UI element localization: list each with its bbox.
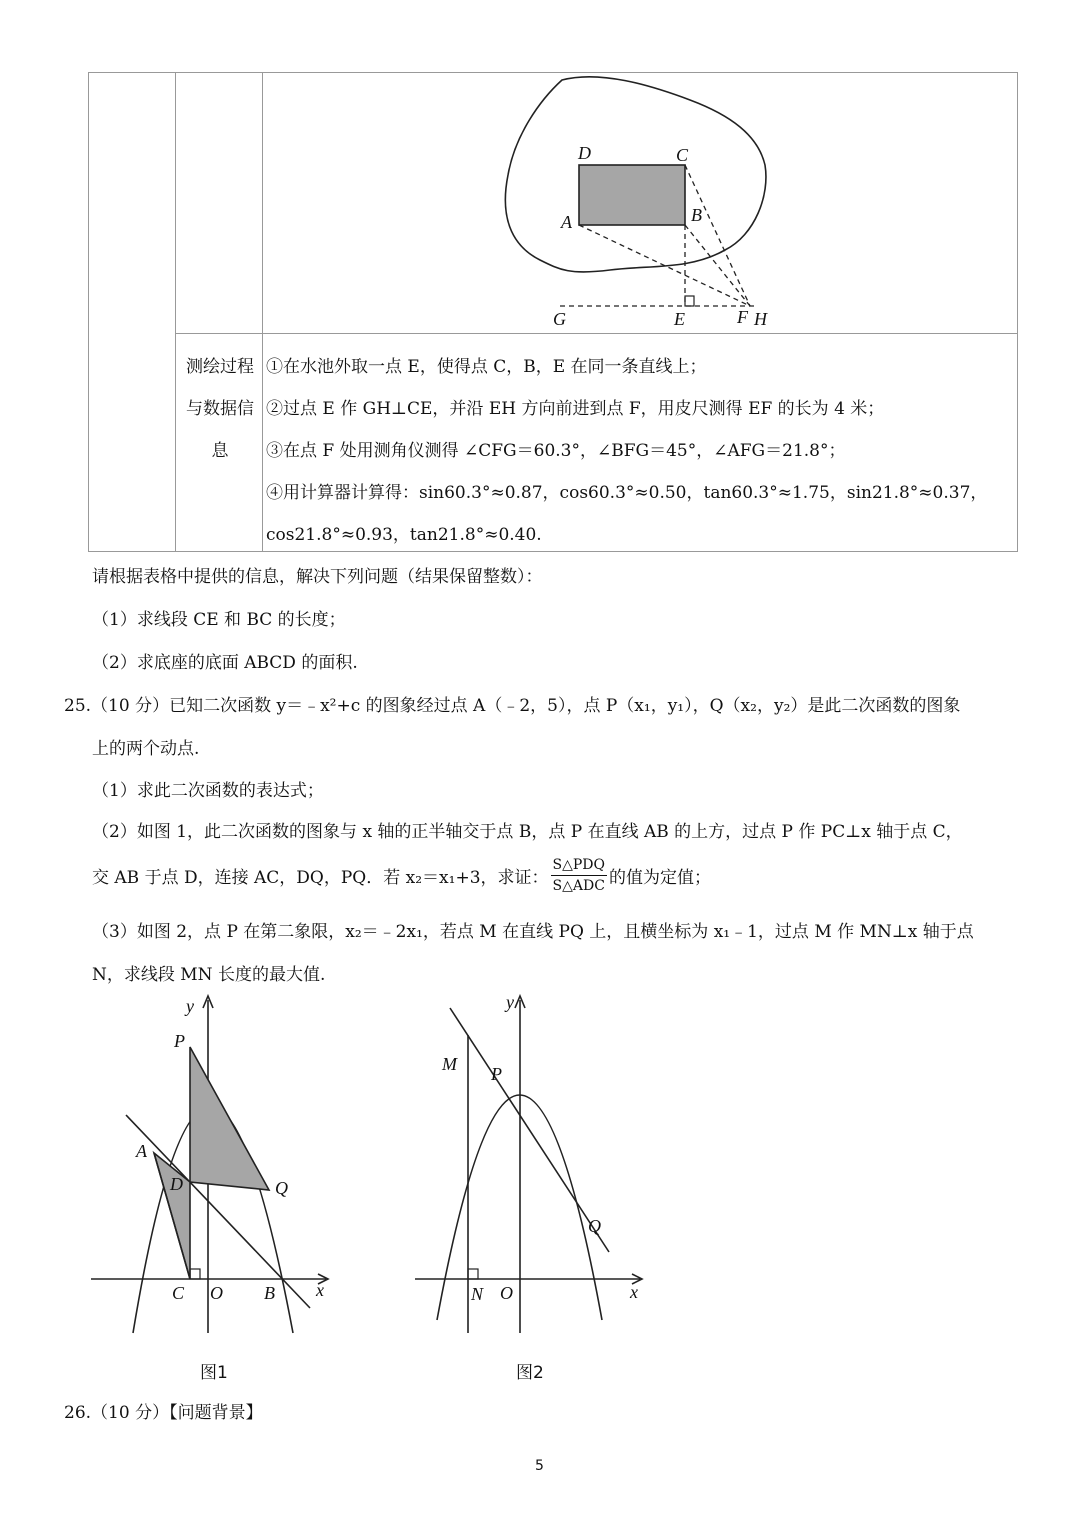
q25-part2a: （2）如图 1，此二次函数的图象与 x 轴的正半轴交于点 B，点 P 在直线 AB 的上方，过点 P 作 PC⊥x 轴于点 C，	[92, 822, 963, 842]
fig2-label-P: P	[491, 1064, 502, 1084]
q24-part1: （1）求线段 CE 和 BC 的长度；	[92, 610, 346, 630]
q25-part1: （1）求此二次函数的表达式；	[92, 781, 324, 801]
page-number: 5	[535, 1458, 544, 1474]
q25-part3b: N，求线段 MN 长度的最大值.	[92, 965, 326, 985]
steps-list	[266, 346, 987, 556]
fig1-label-B: B	[264, 1283, 275, 1303]
label-F: F	[737, 307, 748, 327]
step-2: ②过点 E 作 GH⊥CE，并沿 EH 方向前进到点 F，用皮尺测得 EF 的长为 4 米；	[266, 399, 885, 419]
figure-2-caption: 图2	[516, 1363, 544, 1383]
label-B: B	[691, 205, 702, 225]
label-A: A	[561, 212, 572, 232]
fig1-label-Q: Q	[275, 1178, 288, 1198]
q24-intro: 请根据表格中提供的信息，解决下列问题（结果保留整数）：	[92, 567, 543, 587]
fig2-label-Q: Q	[588, 1216, 601, 1236]
fig2-label-O: O	[500, 1283, 513, 1303]
base-rect-ABCD	[579, 165, 685, 225]
fraction-denominator: S△ADC	[552, 878, 605, 894]
q25-line2: 上的两个动点.	[92, 739, 200, 759]
q24-part2: （2）求底座的底面 ABCD 的面积.	[92, 653, 358, 673]
label-C: C	[676, 145, 689, 165]
figure-2	[412, 990, 652, 1335]
step-4-cont: cos21.8°≈0.93，tan21.8°≈0.40.	[266, 525, 542, 545]
fig1-label-D: D	[170, 1174, 183, 1194]
q25-line1: 25.（10 分）已知二次函数 y＝﹣x²+c 的图象经过点 A（﹣2，5），点 P（x₁，y₁），Q（x₂，y₂）是此二次函数的图象	[64, 696, 961, 716]
fig1-label-A: A	[136, 1141, 147, 1161]
step-4: ④用计算器计算得：sin60.3°≈0.87，cos60.3°≈0.50，tan60.3°≈1.75，sin21.8°≈0.37，	[266, 483, 988, 503]
q25-part3a: （3）如图 2，点 P 在第二象限，x₂＝﹣2x₁，若点 M 在直线 PQ 上，且横坐标为 x₁﹣1，过点 M 作 MN⊥x 轴于点	[92, 922, 974, 942]
q26-title: 26.（10 分）【问题背景】	[64, 1403, 263, 1423]
fig2-label-N: N	[471, 1284, 484, 1304]
row-label-line: 息	[211, 441, 229, 461]
fig1-label-C: C	[172, 1283, 185, 1303]
ratio-fraction	[551, 855, 607, 896]
fig2-label-y: y	[506, 992, 514, 1012]
figure-1	[88, 990, 338, 1335]
fig1-label-x: x	[316, 1280, 324, 1300]
q25-part2b-pre: 交 AB 于点 D，连接 AC，DQ，PQ．若 x₂＝x₁+3，求证：	[92, 868, 549, 888]
fraction-numerator: S△PDQ	[551, 855, 607, 876]
figure-1-caption: 图1	[200, 1363, 228, 1383]
label-E: E	[674, 309, 685, 329]
q25-part2b	[92, 855, 711, 896]
row-label-line: 测绘过程	[186, 357, 254, 377]
label-D: D	[578, 143, 591, 163]
q25-part2b-post: 的值为定值；	[609, 868, 711, 888]
fig2-label-x: x	[630, 1282, 638, 1302]
fig1-label-P: P	[174, 1031, 185, 1051]
fig1-label-O: O	[210, 1283, 223, 1303]
row-label	[178, 346, 262, 472]
fig1-label-y: y	[186, 996, 194, 1016]
label-G: G	[553, 309, 566, 329]
row-label-line: 与数据信	[186, 399, 254, 419]
fig2-label-M: M	[442, 1054, 457, 1074]
pond-diagram	[500, 75, 800, 335]
step-3: ③在点 F 处用测角仪测得 ∠CFG＝60.3°，∠BFG＝45°，∠AFG＝21.8°；	[266, 441, 846, 461]
label-H: H	[754, 309, 767, 329]
step-1: ①在水池外取一点 E，使得点 C，B，E 在同一条直线上；	[266, 357, 707, 377]
